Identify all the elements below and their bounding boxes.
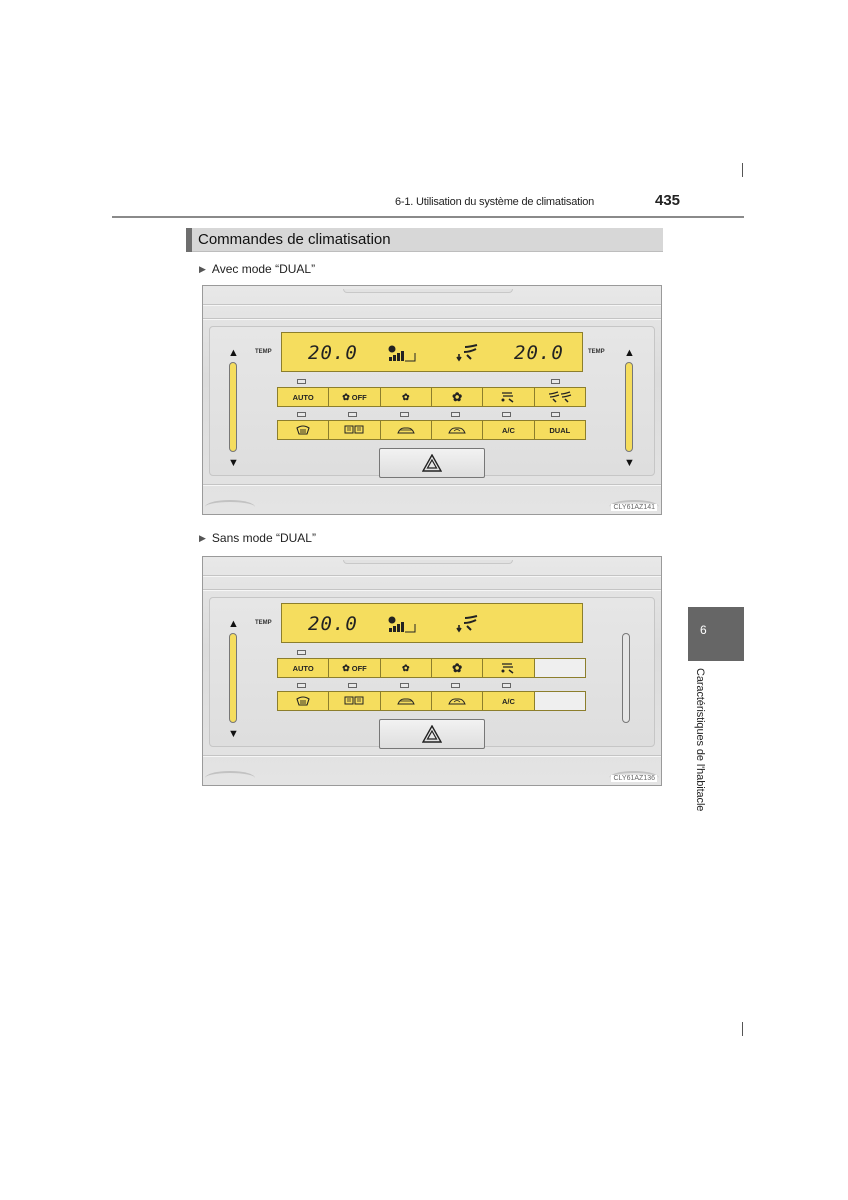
face-feet-mode-icon — [500, 662, 516, 674]
chapter-tab — [688, 607, 744, 661]
display-temp-right: 20.0 — [514, 342, 564, 364]
fan-low-icon: ✿ — [402, 391, 410, 402]
blank-button — [535, 692, 585, 710]
lcd-display — [281, 603, 583, 643]
windshield-defog-icon — [296, 425, 310, 435]
fan-high-icon: ✿ — [452, 661, 463, 675]
indicator-led — [502, 412, 511, 417]
rear-defogger-icon — [344, 425, 364, 435]
indicator-led — [451, 683, 460, 688]
temp-label-left: TEMP — [255, 620, 272, 626]
temp-slider-left[interactable] — [225, 619, 243, 739]
auto-button[interactable]: AUTO — [278, 659, 329, 677]
fan-low-icon: ✿ — [402, 662, 410, 673]
panel-line — [203, 756, 661, 757]
header-rule — [112, 216, 744, 218]
lcd-display — [281, 332, 583, 372]
arrow-up-icon: ▲ — [624, 347, 635, 359]
arrow-up-icon: ▲ — [228, 347, 239, 359]
bullet-triangle-icon: ▶ — [199, 264, 206, 274]
windshield-defog-icon — [296, 696, 310, 706]
fan-speed-down-button[interactable] — [381, 659, 432, 677]
windshield-defog-button[interactable] — [278, 421, 329, 439]
panel-arc-left — [205, 771, 255, 785]
fan-speed-indicator-icon — [387, 344, 417, 362]
face-feet-mode-icon — [500, 391, 516, 403]
display-temp-left: 20.0 — [308, 613, 358, 635]
outside-air-button[interactable] — [381, 692, 432, 710]
figure-code: CLY61AZ136 — [613, 775, 655, 782]
running-head: 6-1. Utilisation du système de climatisation — [395, 196, 595, 208]
fan-speed-up-button[interactable] — [432, 388, 483, 406]
temp-slider-bar — [622, 633, 630, 723]
arrow-up-icon: ▲ — [228, 618, 239, 630]
subhead-no-dual-text: Sans mode “DUAL” — [211, 531, 316, 545]
fan-high-icon: ✿ — [452, 390, 463, 404]
dual-button[interactable]: DUAL — [535, 421, 585, 439]
temp-slider-left[interactable] — [225, 348, 243, 468]
indicator-led — [348, 683, 357, 688]
indicator-led — [400, 683, 409, 688]
section-title: Commandes de climatisation — [198, 231, 391, 248]
figure-code: CLY61AZ141 — [613, 504, 655, 511]
indicator-led — [451, 412, 460, 417]
hazard-icon — [422, 454, 442, 472]
panel-line — [203, 305, 661, 306]
subhead-no-dual — [199, 531, 316, 545]
led-row-bottom — [277, 412, 586, 417]
panel-line — [203, 590, 661, 591]
hazard-button[interactable] — [379, 719, 485, 749]
arrow-down-icon: ▼ — [624, 457, 635, 469]
fan-off-button[interactable] — [329, 659, 380, 677]
fan-icon: ✿ — [342, 662, 350, 673]
button-row-2 — [277, 691, 586, 711]
indicator-led — [297, 379, 306, 384]
panel-line — [203, 485, 661, 486]
temp-label-left: TEMP — [255, 349, 272, 355]
fan-off-label: OFF — [351, 392, 367, 402]
ac-button[interactable]: A/C — [483, 692, 534, 710]
panel-line — [203, 576, 661, 577]
mode-button[interactable] — [483, 659, 534, 677]
blank-button — [535, 659, 585, 677]
button-row-1 — [277, 658, 586, 678]
hazard-button[interactable] — [379, 448, 485, 478]
mode-button[interactable] — [483, 388, 534, 406]
indicator-led — [297, 683, 306, 688]
page-number: 435 — [655, 192, 681, 209]
recirculation-icon — [448, 696, 466, 706]
indicator-led — [348, 412, 357, 417]
climate-panel-no-dual — [202, 556, 662, 786]
recirculation-button[interactable] — [432, 421, 483, 439]
fan-off-label: OFF — [351, 663, 367, 673]
indicator-led — [400, 412, 409, 417]
climate-panel-dual — [202, 285, 662, 515]
outside-air-button[interactable] — [381, 421, 432, 439]
crop-mark-top — [742, 163, 743, 177]
subhead-dual-text: Avec mode “DUAL” — [211, 262, 316, 276]
indicator-led — [502, 683, 511, 688]
temp-slider-bar[interactable] — [625, 362, 633, 452]
led-row-bottom — [277, 683, 586, 688]
panel-top-notch — [343, 289, 513, 293]
airflow-pair-icon — [548, 391, 572, 403]
panel-arc-left — [205, 500, 255, 514]
temp-slider-right-inactive — [618, 619, 636, 739]
fan-icon: ✿ — [342, 391, 350, 402]
fan-speed-indicator-icon — [387, 615, 417, 633]
button-row-2 — [277, 420, 586, 440]
auto-button[interactable]: AUTO — [278, 388, 329, 406]
indicator-led — [551, 379, 560, 384]
windshield-defog-button[interactable] — [278, 692, 329, 710]
outside-air-icon — [397, 425, 415, 435]
ac-button[interactable]: A/C — [483, 421, 534, 439]
chapter-number: 6 — [700, 623, 707, 637]
section-accent — [186, 228, 192, 252]
display-temp-left: 20.0 — [308, 342, 358, 364]
temp-slider-right[interactable] — [621, 348, 639, 468]
section-heading-bar — [186, 228, 663, 252]
arrow-down-icon: ▼ — [228, 457, 239, 469]
indicator-led — [297, 412, 306, 417]
crop-mark-bottom — [742, 1022, 743, 1036]
recirculation-icon — [448, 425, 466, 435]
temp-slider-bar[interactable] — [229, 362, 237, 452]
airflow-mode-icon — [455, 615, 479, 633]
airflow-mode-icon — [455, 344, 479, 362]
button-row-1 — [277, 387, 586, 407]
arrow-down-icon: ▼ — [228, 728, 239, 740]
dual-mode-button[interactable] — [535, 388, 585, 406]
panel-line — [203, 319, 661, 320]
temp-label-right: TEMP — [588, 349, 605, 355]
fan-speed-up-button[interactable] — [432, 659, 483, 677]
temp-slider-bar[interactable] — [229, 633, 237, 723]
outside-air-icon — [397, 696, 415, 706]
led-row-top — [277, 650, 586, 655]
panel-top-notch — [343, 560, 513, 564]
rear-defogger-button[interactable] — [329, 692, 380, 710]
hazard-icon — [422, 725, 442, 743]
bullet-triangle-icon: ▶ — [199, 533, 206, 543]
subhead-dual — [199, 262, 315, 276]
indicator-led — [297, 650, 306, 655]
rear-defogger-button[interactable] — [329, 421, 380, 439]
led-row-top — [277, 379, 586, 384]
chapter-label: Caractéristiques de l'habitacle — [694, 668, 706, 812]
recirculation-button[interactable] — [432, 692, 483, 710]
indicator-led — [551, 412, 560, 417]
rear-defogger-icon — [344, 696, 364, 706]
fan-speed-down-button[interactable] — [381, 388, 432, 406]
fan-off-button[interactable] — [329, 388, 380, 406]
